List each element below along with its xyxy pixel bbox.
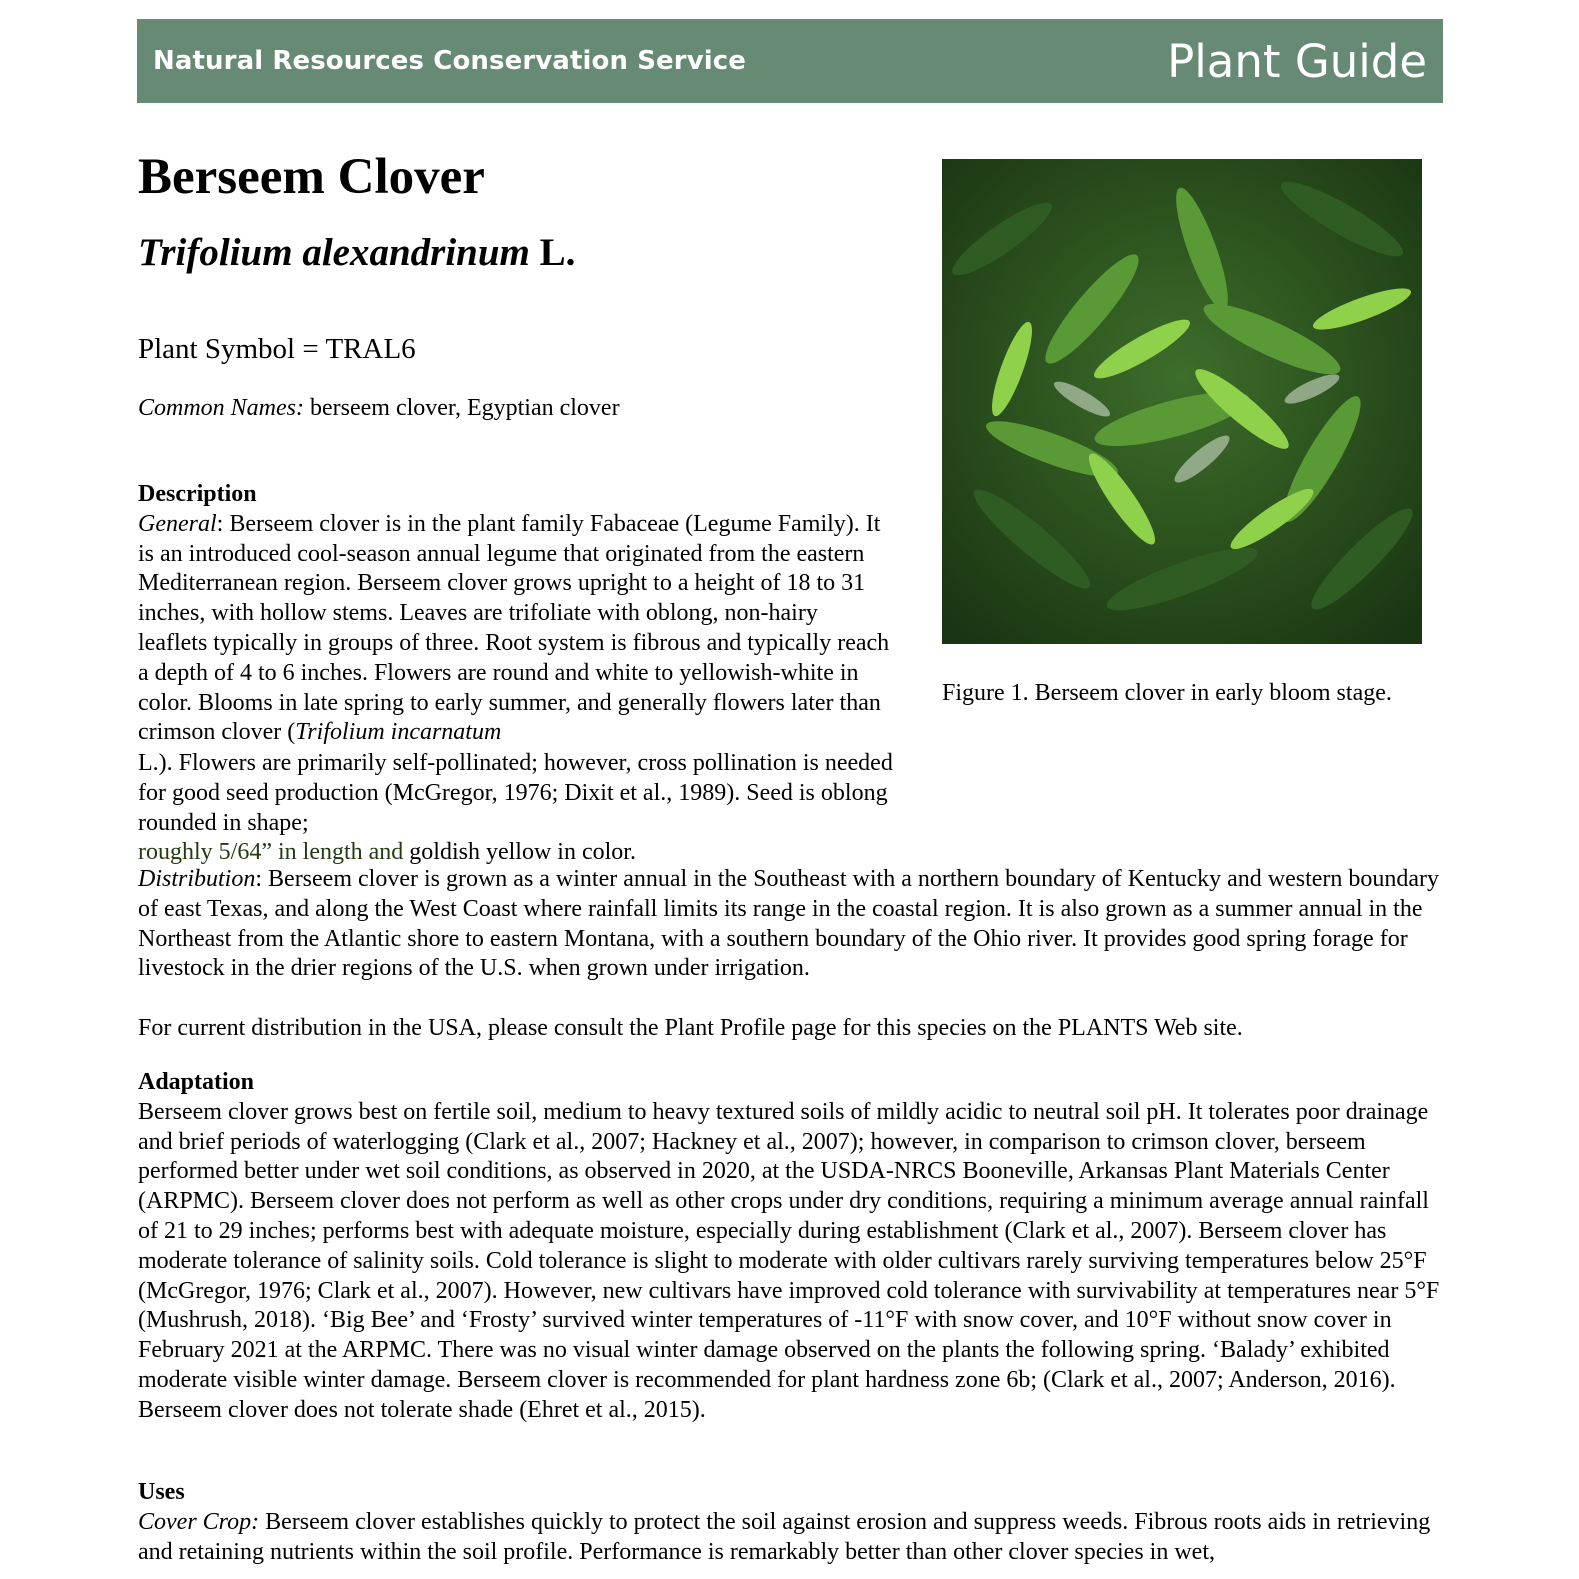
seed-color-text: goldish yellow in color. <box>403 839 636 866</box>
description-last-line <box>138 838 1468 868</box>
general-italic-species: Trifolium incarnatum <box>295 719 502 746</box>
foliage-illustration <box>942 159 1422 644</box>
scientific-name <box>138 230 575 275</box>
cover-crop-label: Cover Crop: <box>138 1508 260 1535</box>
document-type: Plant Guide <box>1167 34 1427 88</box>
page-title: Berseem Clover <box>138 149 485 205</box>
distribution-label: Distribution <box>138 866 256 892</box>
distribution-section <box>138 865 1448 984</box>
description-tail-line1 <box>138 749 893 838</box>
description-heading: Description <box>138 481 257 507</box>
description-tail <box>138 749 1468 868</box>
cover-crop-paragraph <box>138 1508 1448 1568</box>
general-label: General <box>138 510 217 537</box>
common-names-value: berseem clover, Egyptian clover <box>310 395 620 421</box>
description-section <box>138 480 893 748</box>
common-names <box>138 395 620 422</box>
plant-symbol: Plant Symbol = TRAL6 <box>138 333 416 365</box>
distribution-text: : Berseem clover is grown as a winter annual in the Southeast with a northern boundary of Kentucky and western boundary of east Texas, and along the West Coast where rainfall limits its range in the coastal region. It is also grown as a summer annual in the Northeast from the Atlantic shore to eastern Montana, with a southern boundary of the Ohio river. It provides good spring forage for livestock in the drier regions of the U.S. when grown under irrigation. <box>138 866 1440 982</box>
general-text-1: : Berseem clover is in the plant family Fabaceae (Legume Family). It is an introduced cool-season annual legume that originated from the eastern Mediterranean region. Berseem clover grows upright to a height of 18 to 31 inches, with hollow stems. Leaves are trifoliate with oblong, non-hairy leaflets typically in groups of three. Root system is fibrous and typically reach a depth of 4 to 6 inches. Flowers are round and white to yellowish-white in color. Blooms in late spring to early summer, and generally flowers later than crimson clover ( <box>138 510 890 746</box>
scientific-name-binomial: Trifolium alexandrinum <box>138 231 530 274</box>
header-banner <box>137 19 1443 103</box>
clover-photo <box>942 159 1422 644</box>
uses-heading: Uses <box>138 1479 185 1505</box>
description-general <box>138 510 893 748</box>
uses-section <box>138 1478 1448 1567</box>
agency-name: Natural Resources Conservation Service <box>153 46 747 76</box>
figure-caption: Figure 1. Berseem clover in early bloom stage. <box>942 680 1392 706</box>
distribution-note: For current distribution in the USA, please consult the Plant Profile page for this species on the PLANTS Web site. <box>138 1015 1243 1041</box>
general-text-2-visible: L.). Flowers are primarily self-pollinated; however, cross pollination is needed for good seed production (McGregor, 1976; Dixit et al., 1989). Seed is oblong rounded in shape; <box>138 750 893 836</box>
cover-crop-text: Berseem clover establishes quickly to protect the soil against erosion and suppress weeds. Fibrous roots aids in retrieving and retaining nutrients within the soil profile. Performance is remarkably better than other clover species in wet, <box>138 1508 1431 1565</box>
adaptation-section <box>138 1068 1448 1426</box>
adaptation-heading: Adaptation <box>138 1069 255 1095</box>
seed-size-text: roughly 5/64” in length and <box>138 839 404 866</box>
adaptation-paragraph: Berseem clover grows best on fertile soil, medium to heavy textured soils of mildly acidic to neutral soil pH. It tolerates poor drainage and brief periods of waterlogging (Clark et al., 2007; Hackney et al., 2007); however, in comparison to crimson clover, berseem performed better under wet soil conditions, as observed in 2020, at the USDA-NRCS Booneville, Arkansas Plant Materials Center (ARPMC). Berseem clover does not perform as well as other crops under dry conditions, requiring a minimum average annual rainfall of 21 to 29 inches; performs best with adequate moisture, especially during establishment (Clark et al., 2007). Berseem clover has moderate tolerance of salinity soils. Cold tolerance is slight to moderate with older cultivars rarely surviving temperatures below 25°F (McGregor, 1976; Clark et al., 2007). However, new cultivars have improved cold tolerance with survivability at temperatures near 5°F (Mushrush, 2018). ‘Big Bee’ and ‘Frosty’ survived winter temperatures of -11°F with snow cover, and 10°F without snow cover in February 2021 at the ARPMC. There was no visual winter damage observed on the plants the following spring. ‘Balady’ exhibited moderate visible winter damage. Berseem clover is recommended for plant hardness zone 6b; (Clark et al., 2007; Anderson, 2016). Berseem clover does not tolerate shade (Ehret et al., 2015). <box>138 1098 1440 1423</box>
scientific-name-author: L. <box>539 231 576 274</box>
distribution-paragraph <box>138 865 1448 984</box>
common-names-label: Common Names: <box>138 395 304 421</box>
